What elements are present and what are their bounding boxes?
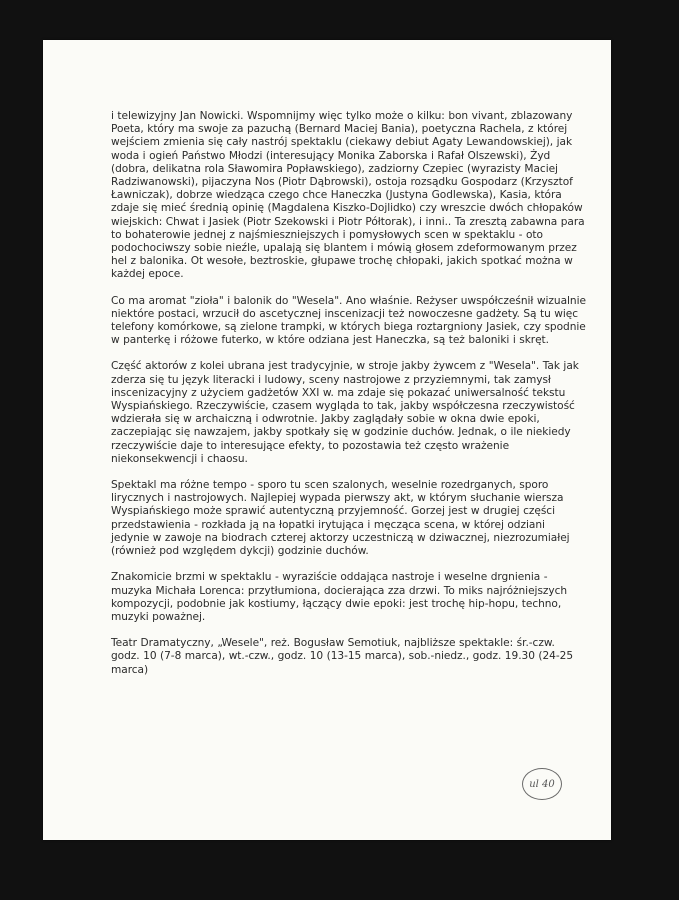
handwritten-page-number-stamp: ul 40 <box>522 768 562 800</box>
paragraph-music: Znakomicie brzmi w spektaklu - wyraziście oddająca nastroje i weselne drgnienia - muzyka Michała Lorenca: przytłumiona, docierająca zza drzwi. To miks najróżniejszych kompozycji, podobnie jak kostiumy, łączący dwie epoki: jest trochę hip-hopu, techno, muzyki poważnej. <box>111 571 568 623</box>
paragraph-tempo: Spektakl ma różne tempo - sporo tu scen szalonych, weselnie rozedrganych, sporo lirycznych i nastrojowych. Najlepiej wypada pierwszy akt, w którym słuchanie wiersza Wyspiańskiego może sprawić autentyczną przyjemność. Gorzej jest w drugiej części przedstawienia - rozkłada ją na łopatki irytująca i męcząca scena, w której odziani jedynie w zawoje na biodrach czterej aktorzy uczestniczą w dziwacznej, niezrozumiałej (również pod względem dykcji) godzinie duchów. <box>111 479 570 558</box>
document-page <box>43 40 611 840</box>
article-body <box>111 110 586 690</box>
paragraph-cast: i telewizyjny Jan Nowicki. Wspomnijmy więc tylko może o kilku: bon vivant, zblazowany Poeta, który ma swoje za pazuchą (Bernard Maciej Bania), poetyczna Rachela, z której wejściem zmienia się cały nastrój spektaklu (ciekawy debiut Agaty Lewandowskiej), jak woda i ogień Państwo Młodzi (interesujący Monika Zaborska i Rafał Olszewski), Żyd (dobra, delikatna rola Sławomira Popławskiego), zadziorny Czepiec (wyrazisty Maciej Radziwanowski), pijaczyna Nos (Piotr Dąbrowski), ostoja rozsądku Gospodarz (Krzysztof Ławniczak), dobrze wiedząca czego chce Haneczka (Justyna Godlewska), Kasia, która zdaje się mieć średnią opinię (Magdalena Kiszko-Dojlidko) czy wreszcie dwóch chłopaków wiejskich: Chwat i Jasiek (Piotr Szekowski i Piotr Półtorak), i inni.. Ta zresztą zabawna para to bohaterowie jednej z najśmieszniejszych i pomysłowych scen w spektaklu - oto podochociwszy sobie nieźle, upalają się blantem i mówią głosem zdeformowanym przez hel z balonika. Ot wesołe, beztroskie, głupawe trochę chłopaki, jakich spotkać można w każdej epoce. <box>111 110 585 281</box>
paragraph-aroma: Co ma aromat "zioła" i balonik do "Wesela". Ano właśnie. Reżyser uwspółcześnił wizualnie niektóre postaci, wrzucił do ascetycznej inscenizacji też nowoczesne gadżety. Są tu więc telefony komórkowe, są zielone trampki, w których biega roztargniony Jasiek, czy spodnie w panterkę i różowe futerko, w które odziana jest Haneczka, są też baloniki i skręt. <box>111 294 586 347</box>
paragraph-costumes: Część aktorów z kolei ubrana jest tradycyjnie, w stroje jakby żywcem z "Wesela". Tak jak zderza się tu język literacki i ludowy, sceny nastrojowe z przyziemnymi, tak zamysł inscenizacyjny z użyciem gadżetów XXI w. ma zdaje się pokazać uniwersalność tekstu Wyspiańskiego. Rzeczywiście, czasem wygląda to tak, jakby współczesna rzeczywistość wdzierała się w archaiczną i odwrotnie. Jakby zaglądały sobie w okna dwie epoki, zaczepiając się nawzajem, jakby spotkały się w godzinie duchów. Jednak, o ile niekiedy rzeczywiście daje to interesujące efekty, to pozostawia też często wrażenie niekonsekwencji i chaosu. <box>111 360 579 465</box>
paragraph-schedule: Teatr Dramatyczny, „Wesele", reż. Bogusław Semotiuk, najbliższe spektakle: śr.-czw. godz. 10 (7-8 marca), wt.-czw., godz. 10 (13-15 marca), sob.-niedz., godz. 19.30 (24-25 marca) <box>111 637 574 676</box>
